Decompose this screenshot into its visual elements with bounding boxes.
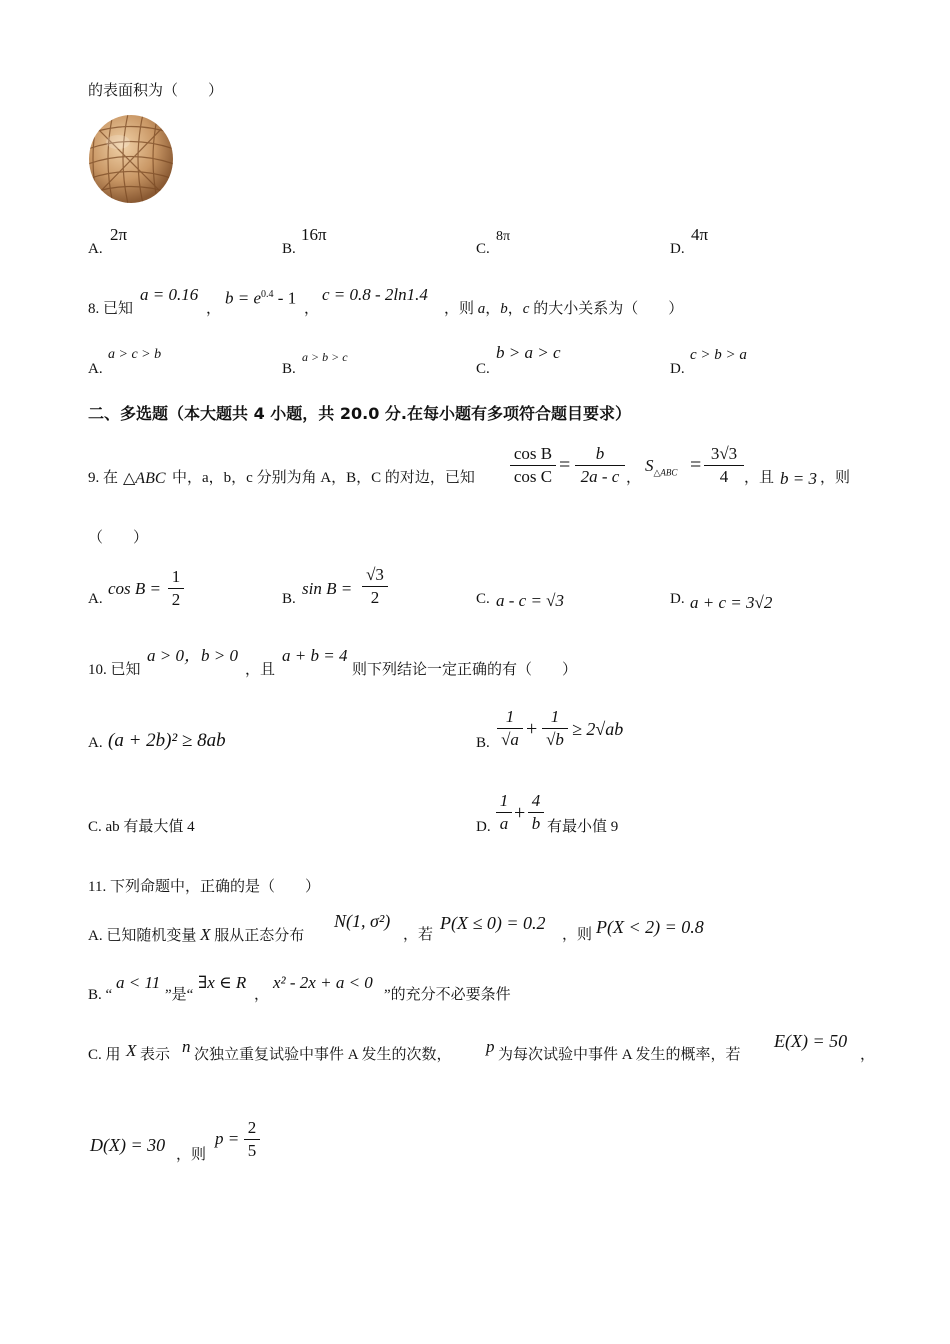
- q9-option-a-value: cos B =: [108, 579, 162, 598]
- q11-option-c-then: ，则: [176, 1147, 207, 1163]
- q10-option-b-letter: B.: [476, 735, 490, 751]
- q10-option-b-tail: ≥ 2√ab: [572, 719, 624, 739]
- q8-number: 8. 已知: [88, 301, 134, 317]
- q8-comma-1: ，: [206, 301, 222, 317]
- q8-option-b-letter: B.: [282, 361, 296, 377]
- q11-option-b-mid: ”是“: [165, 987, 194, 1003]
- q7-option-d-value: 4π: [691, 225, 709, 244]
- q9-fraction-cos: cos B cos C: [510, 444, 556, 487]
- q9-paren: （ ）: [88, 530, 149, 546]
- q9-option-a-fraction: 1 2: [168, 567, 184, 610]
- q7-option-c-value: 8π: [496, 229, 511, 244]
- q10-option-d-fraction-1: 1 a: [496, 791, 512, 834]
- q7-option-c-letter: C.: [476, 241, 490, 257]
- q8-option-c-letter: C.: [476, 361, 490, 377]
- rattan-ball-image: [88, 114, 174, 204]
- q8-option-a-value: a > c > b: [108, 347, 162, 362]
- q9-option-c-letter: C.: [476, 591, 490, 607]
- q11-option-b-a-lt-11: a < 11: [116, 973, 161, 992]
- q11-option-b-prefix: B. “: [88, 987, 113, 1003]
- q11-option-c-denote: 表示: [140, 1047, 171, 1063]
- q9-option-d-value: a + c = 3√2: [690, 593, 773, 612]
- q9-area-label: $S_{\triangle ABC}$: [645, 456, 678, 478]
- q8-option-c-value: b > a > c: [496, 343, 561, 362]
- q11-option-a-prob-2: P(X < 2) = 0.8: [596, 917, 704, 937]
- q11-option-b-inequality: x² - 2x + a < 0: [273, 973, 373, 992]
- q11-option-b-exists: ∃x ∈ R: [198, 973, 247, 992]
- q11-option-c-comma: ，: [860, 1047, 876, 1063]
- q11-option-a-normal: N(1, σ²): [334, 911, 391, 931]
- q9-b-equals-3: b = 3: [780, 469, 817, 488]
- q10-option-d-plus: +: [514, 802, 526, 824]
- q7-stem-tail: 的表面积为（ ）: [88, 83, 224, 99]
- q11-stem: 11. 下列命题中，正确的是（ ）: [88, 879, 320, 895]
- q7-option-a-value: 2π: [110, 225, 128, 244]
- q11-option-a: A. 已知随机变量 X 服从正态分布: [88, 925, 305, 944]
- q9-option-b-letter: B.: [282, 591, 296, 607]
- q10-condition-sum: a + b = 4: [282, 646, 348, 665]
- q9-option-c-value: a - c = √3: [496, 591, 565, 610]
- q11-option-c-p: p: [486, 1037, 495, 1056]
- q8-comma-2: ，: [304, 301, 320, 317]
- q11-option-c-desc-2: 为每次试验中事件 A 发生的概率，若: [498, 1047, 741, 1063]
- q8-option-d-letter: D.: [670, 361, 685, 377]
- q10-stem-tail: 则下列结论一定正确的有（ ）: [352, 662, 578, 678]
- q7-option-a-letter: A.: [88, 241, 103, 257]
- q9-tail-2: ，则: [820, 470, 851, 486]
- q11-option-a-prob-1: P(X ≤ 0) = 0.2: [440, 913, 546, 933]
- q11-option-b-tail: ”的充分不必要条件: [384, 987, 511, 1003]
- q9-option-b-fraction: √3 2: [362, 565, 388, 608]
- q11-option-c-desc: 次独立重复试验中事件 A 发生的次数，: [194, 1047, 452, 1063]
- q10-option-c: C. ab 有最大值 4: [88, 819, 195, 835]
- q8-c-value: c = 0.8 - 2ln1.4: [322, 285, 428, 304]
- q11-option-c-x: X: [126, 1041, 137, 1060]
- q10-option-b-fraction-1: 1 √a: [497, 707, 523, 750]
- q9-option-d-letter: D.: [670, 591, 685, 607]
- q10-option-a-letter: A.: [88, 735, 103, 751]
- q10-condition-positive: a > 0，b > 0: [147, 646, 238, 665]
- q9-equals: =: [559, 454, 571, 476]
- q9-comma: ，: [626, 470, 642, 486]
- q11-option-c-variance: D(X) = 30: [90, 1135, 166, 1155]
- q11-option-c-expectation: E(X) = 50: [774, 1031, 848, 1051]
- q9-option-b-value: sin B =: [302, 579, 353, 598]
- q9-tail: ，且: [744, 470, 775, 486]
- q10-option-b-plus: +: [526, 718, 538, 740]
- q10-option-b-fraction-2: 1 √b: [542, 707, 568, 750]
- q9-option-a-letter: A.: [88, 591, 103, 607]
- q11-option-c-n: n: [182, 1037, 191, 1056]
- q8-b-value: $b = e^{0.4} - 1$: [225, 288, 297, 308]
- q10-stem-mid: ，且: [245, 662, 276, 678]
- q8-stem-tail: ，则 a，b，c 的大小关系为（ ）: [444, 301, 684, 317]
- q9-fraction-b: b 2a - c: [575, 444, 625, 487]
- q8-option-a-letter: A.: [88, 361, 103, 377]
- q9-number: 9. 在: [88, 470, 119, 486]
- q8-option-b-value: a > b > c: [302, 350, 348, 364]
- q11-option-c-p-fraction: 2 5: [244, 1118, 260, 1161]
- q7-option-b-letter: B.: [282, 241, 296, 257]
- q9-triangle: △ABC: [123, 470, 166, 487]
- q10-option-a-value: (a + 2b)² ≥ 8ab: [108, 730, 226, 751]
- q11-option-a-if: ，若: [403, 927, 434, 943]
- q11-option-c-prefix: C. 用: [88, 1047, 121, 1063]
- q9-fraction-area: 3√3 4: [704, 444, 744, 487]
- q11-option-c-p-equals: p =: [215, 1129, 240, 1148]
- q10-option-d-fraction-2: 4 b: [528, 791, 544, 834]
- section-2-heading: 二、多选题（本大题共 4 小题，共 20.0 分.在每小题有多项符合题目要求）: [88, 404, 631, 423]
- q7-option-d-letter: D.: [670, 241, 685, 257]
- q11-option-b-comma: ，: [254, 987, 270, 1003]
- q8-a-value: a = 0.16: [140, 285, 199, 304]
- q10-number: 10. 已知: [88, 662, 141, 678]
- q8-option-d-value: c > b > a: [690, 347, 747, 363]
- q11-option-a-then: ，则: [562, 927, 593, 943]
- q10-option-d-letter: D.: [476, 819, 491, 835]
- q9-stem-mid: 中，a，b，c 分别为角 A，B，C 的对边，已知: [172, 470, 475, 486]
- q9-area-equals: =: [690, 454, 702, 476]
- q7-option-b-value: 16π: [301, 225, 327, 244]
- q10-option-d-tail: 有最小值 9: [547, 819, 619, 835]
